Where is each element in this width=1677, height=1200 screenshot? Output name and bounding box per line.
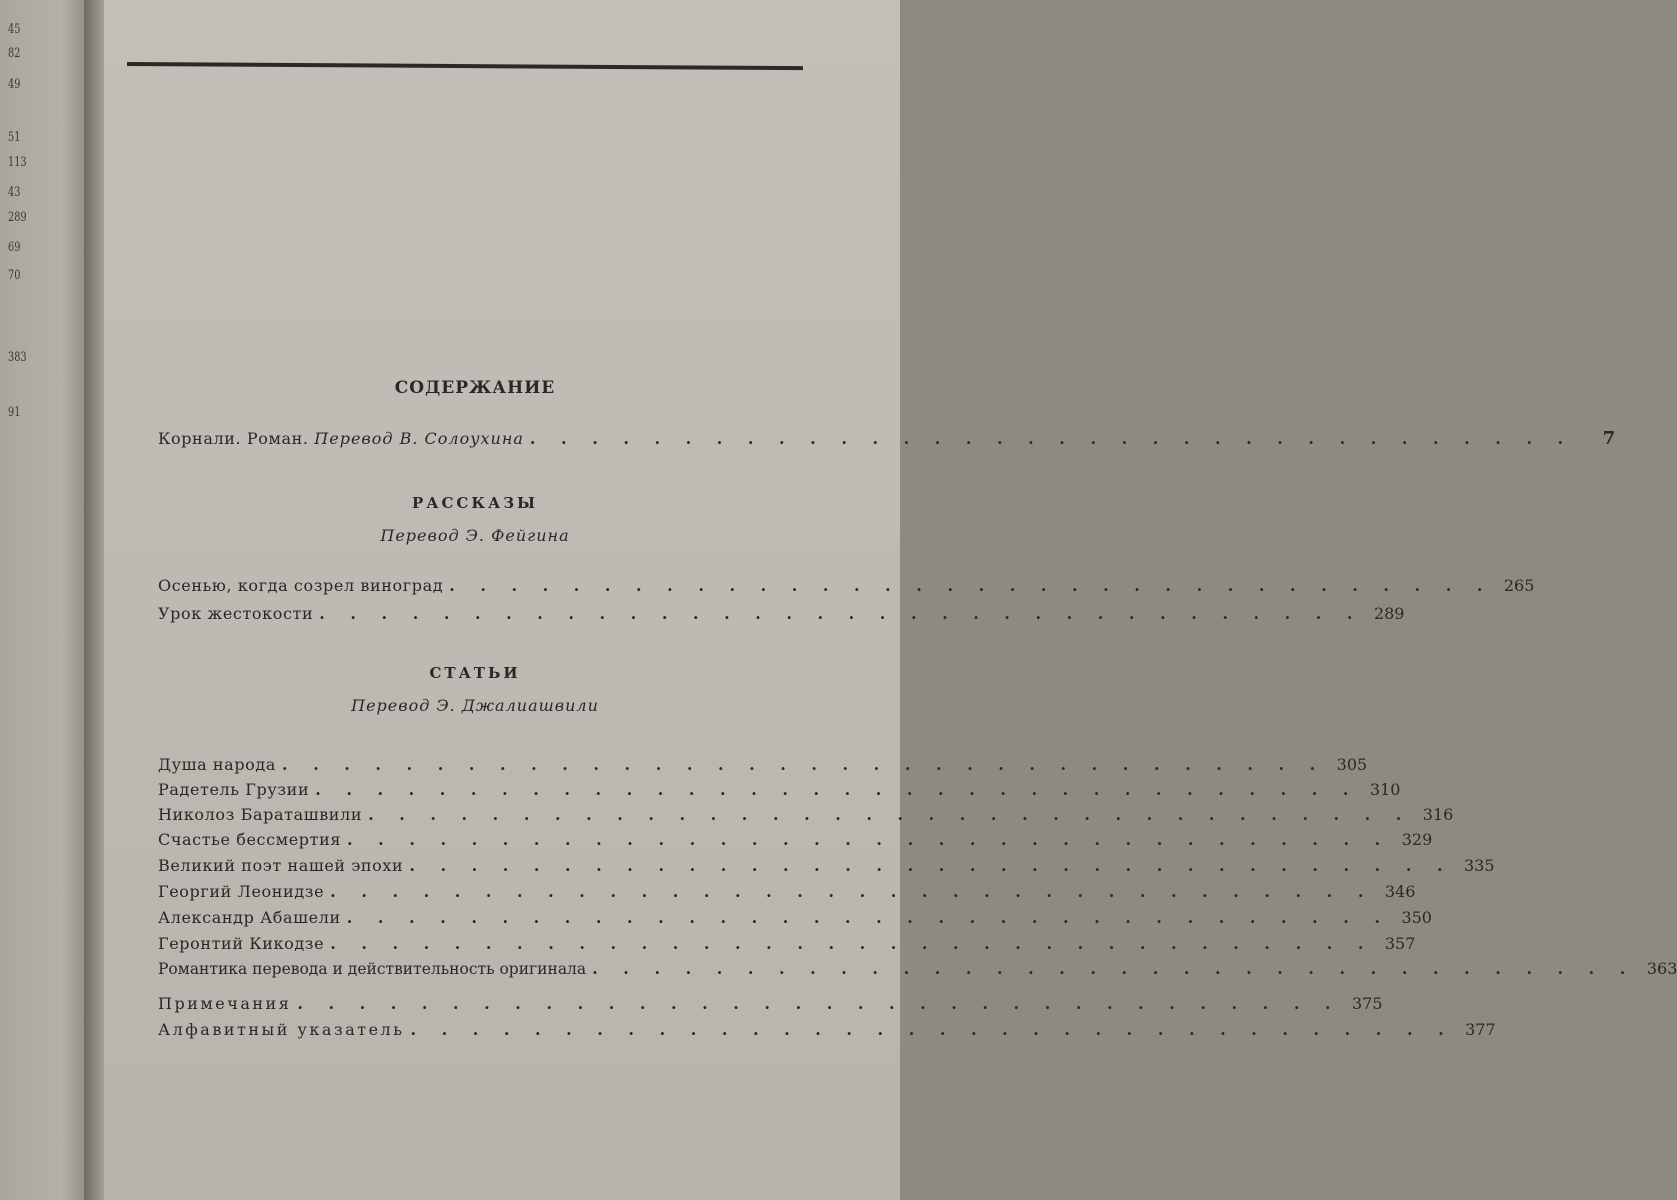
toc-entry [158, 934, 1416, 958]
leader-dots: . . . . . . . . . . . . . . . . . . . . . . . . . . . . . . . . . . [368, 805, 1412, 824]
leader-dots: . . . . . . . . . . . . . . . . . . . . . . . . . . . . . . . . . . [315, 780, 1359, 799]
toc-entry-title: Великий поэт нашей эпохи [158, 856, 404, 875]
toc-entry-title: Николоз Бараташвили [158, 805, 363, 824]
toc-entry [158, 908, 1432, 932]
leader-dots: . . . . . . . . . . . . . . . . . . . . . . . . . . . . . . . . . . [592, 959, 1636, 978]
toc-entry-title: Осенью, когда созрел виноград [158, 576, 444, 595]
toc-entry-page: 310 [1369, 780, 1401, 799]
leader-dots: . . . . . . . . . . . . . . . . . . . . . . . . . . . . . . . . . . [282, 755, 1326, 774]
facing-page-number: 70 [8, 268, 21, 283]
toc-entry-title: Романтика перевода и действительность оригинала [158, 960, 587, 978]
toc-entry-novel [158, 428, 1616, 452]
toc-entry-title: Урок жестокости [158, 604, 314, 623]
toc-entry-page: 377 [1465, 1020, 1496, 1039]
toc-entry-title: Алфавитный указатель [158, 1020, 405, 1039]
leader-dots: . . . . . . . . . . . . . . . . . . . . . . . . . . . . . . . . . . [409, 856, 1453, 875]
section-heading-stories: РАССКАЗЫ [411, 494, 539, 512]
toc-entry-page: 289 [1373, 604, 1405, 623]
toc-entry-index [158, 1020, 1496, 1044]
section-translator-articles: Перевод Э. Джалиашвили [351, 696, 599, 715]
toc-entry [158, 805, 1454, 829]
toc-entry-title: Примечания [158, 994, 292, 1013]
toc-entry [158, 780, 1401, 804]
toc-entry-title: Радетель Грузии [158, 780, 310, 799]
facing-page-number: 82 [8, 46, 21, 61]
facing-page-number: 113 [8, 155, 27, 170]
toc-entry [158, 882, 1416, 906]
facing-page [0, 0, 88, 1200]
section-heading-articles: СТАТЬИ [429, 664, 521, 682]
leader-dots: . . . . . . . . . . . . . . . . . . . . . . . . . . . . . . . . . . [529, 429, 1574, 448]
toc-entry-page: 363 [1646, 959, 1677, 978]
facing-page-number: 51 [8, 130, 21, 145]
facing-page-number: 45 [8, 22, 21, 37]
toc-entry-page: 357 [1384, 934, 1416, 953]
toc-entry-page: 350 [1401, 908, 1432, 927]
facing-page-number: 43 [8, 185, 21, 200]
section-translator-stories: Перевод Э. Фейгина [380, 526, 570, 545]
page-title: СОДЕРЖАНИЕ [394, 378, 556, 398]
toc-entry-title: Счастье бессмертия [158, 830, 342, 849]
toc-entry-page: 305 [1336, 755, 1368, 774]
leader-dots: . . . . . . . . . . . . . . . . . . . . . . . . . . . . . . . . . . [449, 576, 1493, 595]
toc-entry-page: 346 [1384, 882, 1416, 901]
toc-entry-notes [158, 994, 1383, 1018]
leader-dots: . . . . . . . . . . . . . . . . . . . . . . . . . . . . . . . . . . [346, 908, 1390, 927]
toc-entry-title: Александр Абашели [158, 908, 341, 927]
facing-page-number: 383 [8, 350, 27, 365]
leader-dots: . . . . . . . . . . . . . . . . . . . . . . . . . . . . . . . . . . [347, 830, 1391, 849]
toc-entry [158, 755, 1368, 779]
toc-entry-page: 375 [1351, 994, 1383, 1013]
toc-entry-title: Корнали. Роман. Перевод В. Солоухина [158, 429, 524, 448]
toc-entry-page: 7 [1602, 428, 1616, 449]
toc-entry-translator: Перевод В. Солоухина [314, 429, 524, 448]
toc-entry-page: 316 [1422, 805, 1454, 824]
leader-dots: . . . . . . . . . . . . . . . . . . . . . . . . . . . . . . . . . . [297, 994, 1341, 1013]
leader-dots: . . . . . . . . . . . . . . . . . . . . . . . . . . . . . . . . . . [330, 934, 1374, 953]
toc-entry [158, 959, 1677, 983]
toc-entry-page: 335 [1463, 856, 1495, 875]
toc-entry-page: 265 [1503, 576, 1535, 595]
leader-dots: . . . . . . . . . . . . . . . . . . . . . . . . . . . . . . . . . . [319, 604, 1363, 623]
facing-page-number: 289 [8, 210, 27, 225]
toc-entry-title: Душа народа [158, 755, 276, 774]
facing-page-number: 69 [8, 240, 21, 255]
leader-dots: . . . . . . . . . . . . . . . . . . . . . . . . . . . . . . . . . . [330, 882, 1374, 901]
toc-entry [158, 604, 1405, 628]
toc-entry [158, 576, 1535, 600]
facing-page-number: 91 [8, 405, 21, 420]
leader-dots: . . . . . . . . . . . . . . . . . . . . . . . . . . . . . . . . . . [410, 1020, 1454, 1039]
toc-entry [158, 830, 1433, 854]
toc-entry [158, 856, 1495, 880]
facing-page-number: 49 [8, 77, 21, 92]
toc-entry-title: Георгий Леонидзе [158, 882, 325, 901]
toc-entry-page: 329 [1401, 830, 1433, 849]
toc-entry-title: Геронтий Кикодзе [158, 934, 325, 953]
